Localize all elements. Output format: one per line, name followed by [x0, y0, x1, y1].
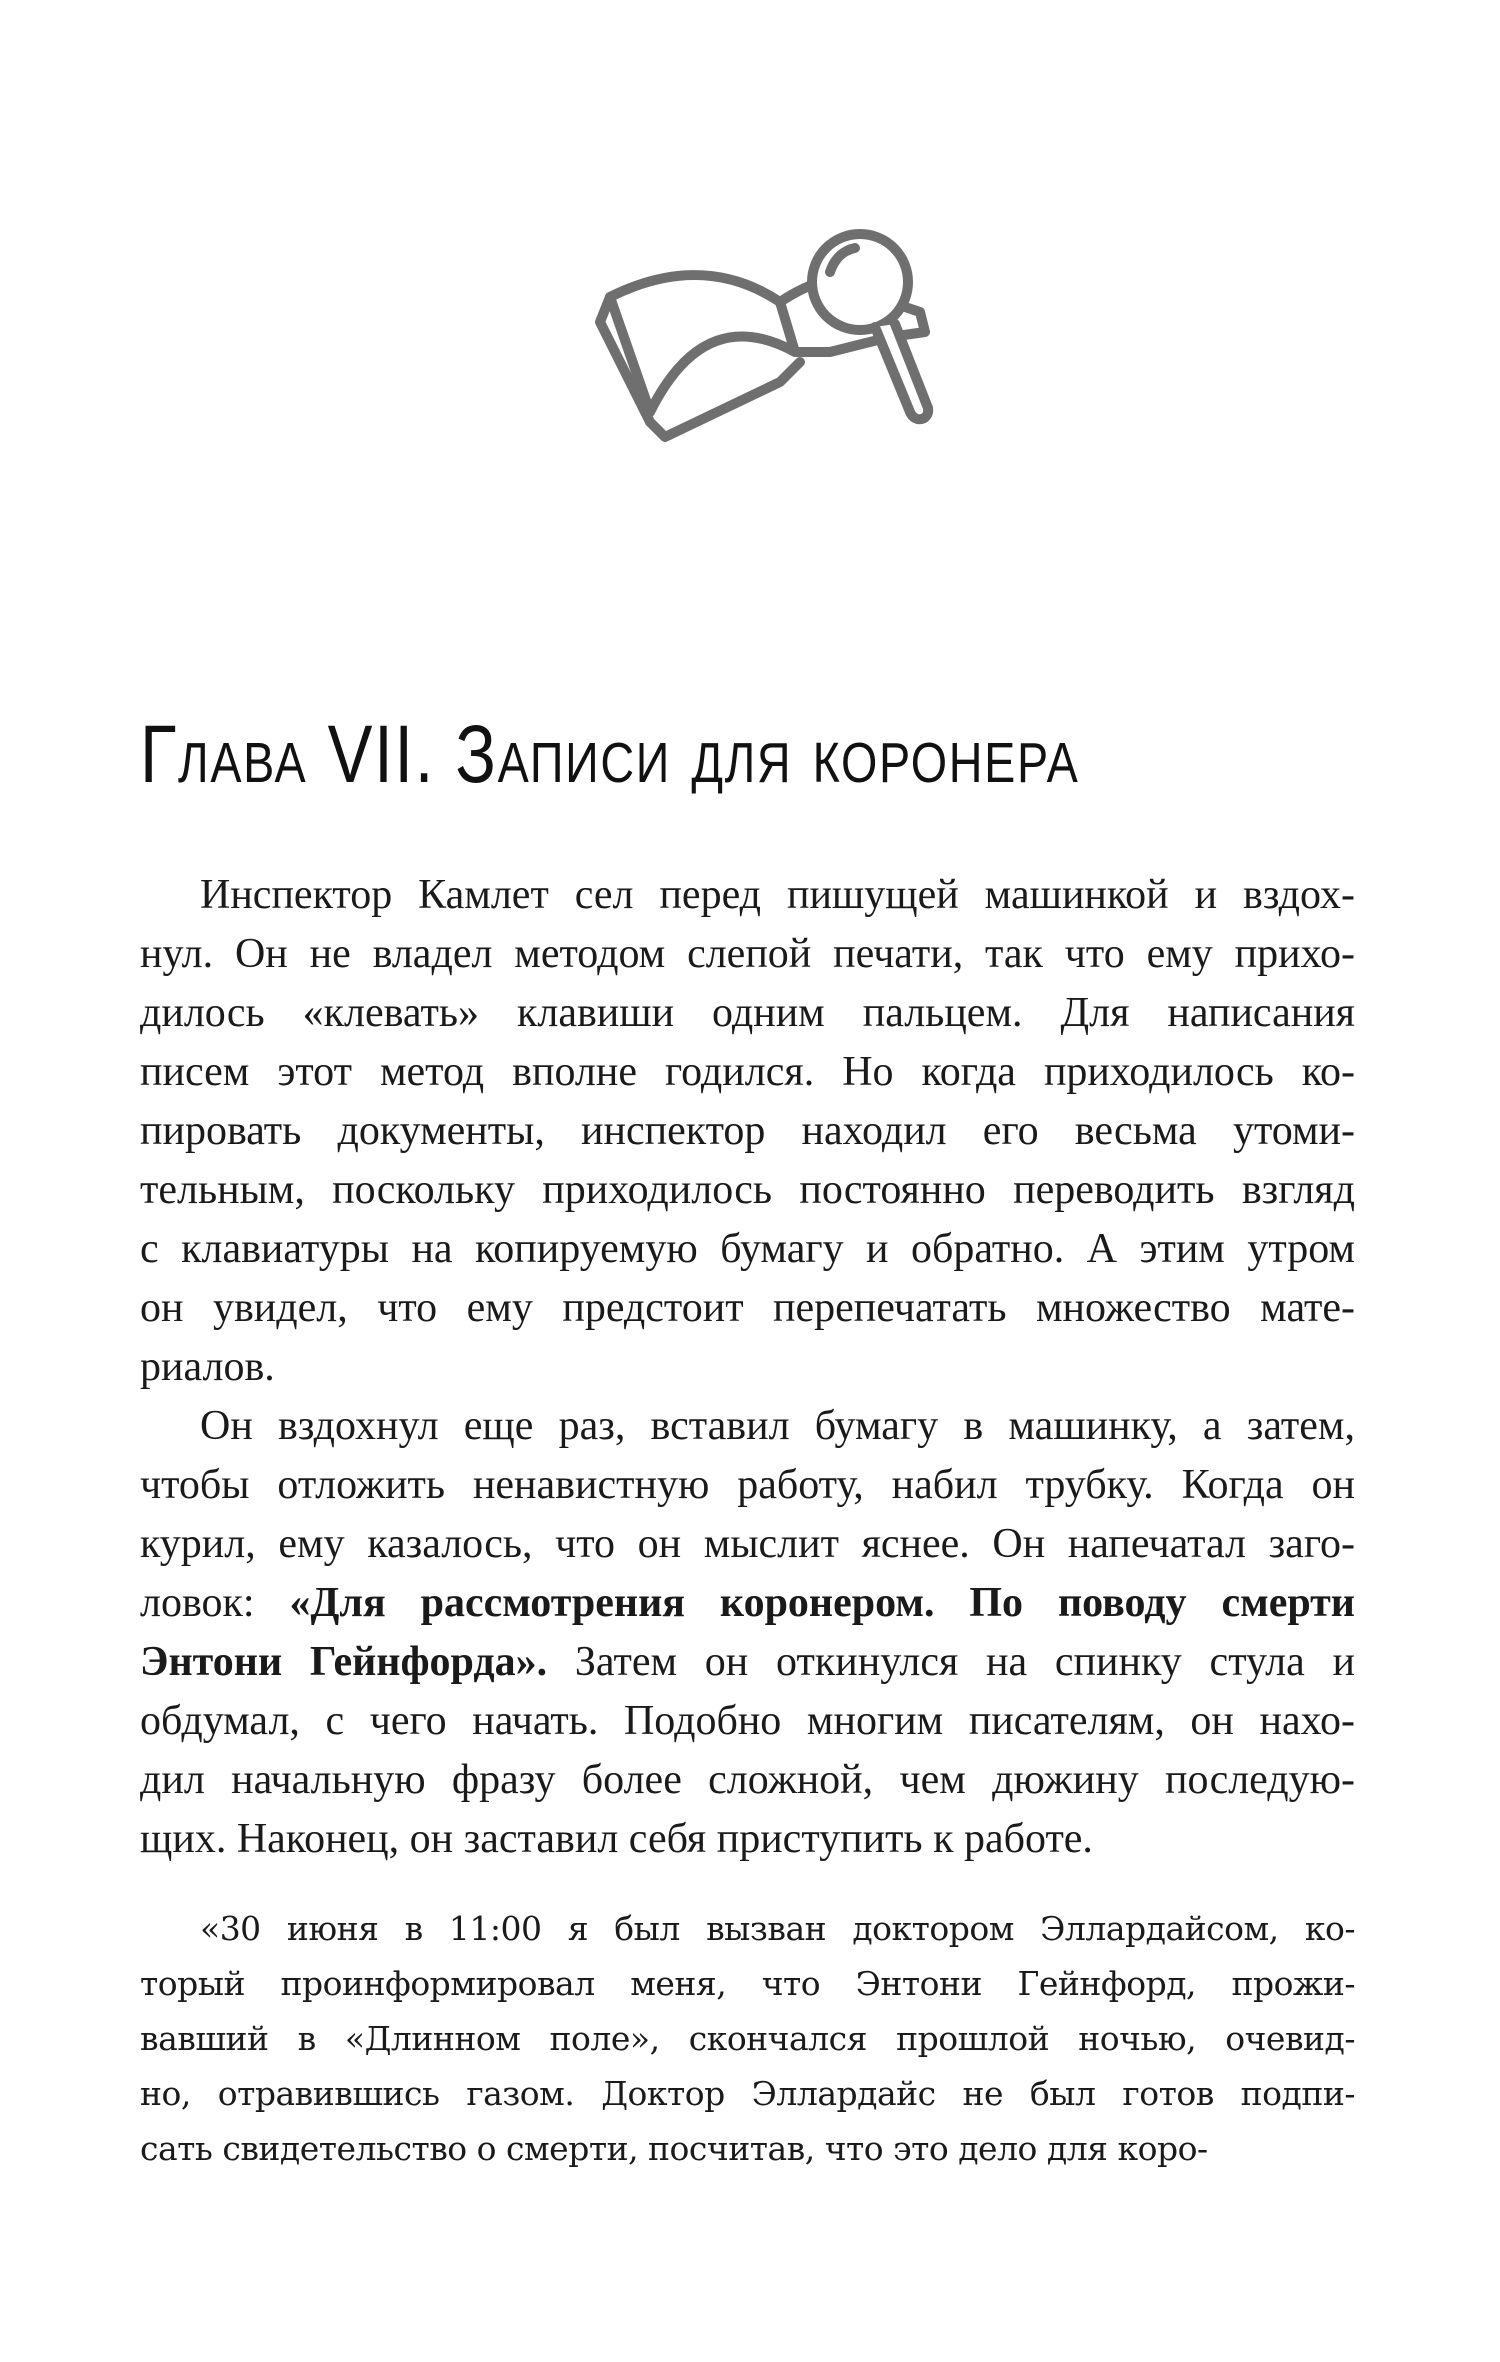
text-segment: Затем он откинулся на спинку стула и: [547, 1639, 1355, 1685]
text-segment: риалов.: [140, 1344, 275, 1390]
text-segment: он увидел, что ему предстоит перепечатать множество мате-: [140, 1285, 1355, 1331]
text-line: [140, 1279, 1355, 1338]
text-segment: вавший в «Длинном поле», скончался прошлой ночью, очевид-: [140, 2019, 1355, 2058]
text-line: [140, 1338, 1355, 1397]
text-line: [140, 1901, 1355, 1956]
text-line: [140, 1515, 1355, 1574]
text-line: [140, 1161, 1355, 1220]
text-line: [140, 2066, 1355, 2121]
text-line: [140, 984, 1355, 1043]
text-line: [140, 2011, 1355, 2066]
text-segment: торый проинформировал меня, что Энтони Гейнфорд, прожи-: [140, 1964, 1355, 2003]
text-line: [140, 1751, 1355, 1810]
text-line: [140, 1956, 1355, 2011]
text-segment: Он вздохнул еще раз, вставил бумагу в машинку, а затем,: [200, 1403, 1355, 1449]
text-line: [140, 1220, 1355, 1279]
paragraph: [140, 866, 1355, 1397]
text-segment: тельным, поскольку приходилось постоянно переводить взгляд: [140, 1167, 1355, 1213]
text-column: [140, 866, 1355, 2176]
text-line: [140, 1810, 1355, 1869]
text-segment: с клавиатуры на копируемую бумагу и обратно. А этим утром: [140, 1226, 1355, 1272]
text-segment: щих. Наконец, он заставил себя приступить к работе.: [140, 1816, 1093, 1862]
text-segment: обдумал, с чего начать. Подобно многим писателям, он нахо-: [140, 1698, 1355, 1744]
bold-text: Энтони Гейнфорда».: [140, 1639, 548, 1685]
text-line: [140, 1633, 1355, 1692]
text-segment: сать свидетельство о смерти, посчитав, что это дело для коро-: [140, 2129, 1208, 2168]
text-segment: «30 июня в 11:00 я был вызван доктором Эллардайсом, ко-: [200, 1909, 1355, 1948]
text-segment: чтобы отложить ненавистную работу, набил трубку. Когда он: [140, 1462, 1355, 1508]
chapter-body: [140, 866, 1355, 1869]
text-line: [140, 1692, 1355, 1751]
text-line: [140, 1043, 1355, 1102]
report-quote: [140, 1901, 1355, 2176]
text-segment: курил, ему казалось, что он мыслит яснее. Он напечатал заго-: [140, 1521, 1355, 1567]
text-line: [140, 925, 1355, 984]
text-line: [140, 2121, 1355, 2176]
chapter-title: Глава VII. Записи для коронера: [140, 709, 1080, 800]
text-line: [140, 1456, 1355, 1515]
book-magnifier-icon: [590, 212, 960, 447]
bold-text: «Для рассмотрения коронером. По поводу смерти: [289, 1580, 1355, 1626]
text-segment: нул. Он не владел методом слепой печати, так что ему прихо-: [140, 931, 1355, 977]
text-segment: но, отравившись газом. Доктор Эллардайс не был готов подпи-: [140, 2074, 1355, 2113]
text-segment: ловок:: [140, 1580, 290, 1626]
text-line: [140, 1574, 1355, 1633]
magnifier-handle: [875, 324, 928, 419]
text-segment: дилось «клевать» клавиши одним пальцем. Для написания: [140, 990, 1355, 1036]
text-segment: пировать документы, инспектор находил его весьма утоми-: [140, 1108, 1355, 1154]
paragraph: [140, 1397, 1355, 1869]
text-line: [140, 1102, 1355, 1161]
text-segment: дил начальную фразу более сложной, чем дюжину последую-: [140, 1757, 1355, 1803]
magnifier-lens: [812, 234, 908, 330]
text-line: [140, 1397, 1355, 1456]
text-segment: писем этот метод вполне годился. Но когда приходилось ко-: [140, 1049, 1355, 1095]
text-line: [140, 866, 1355, 925]
text-segment: Инспектор Камлет сел перед пишущей машинкой и вздох-: [200, 872, 1355, 918]
